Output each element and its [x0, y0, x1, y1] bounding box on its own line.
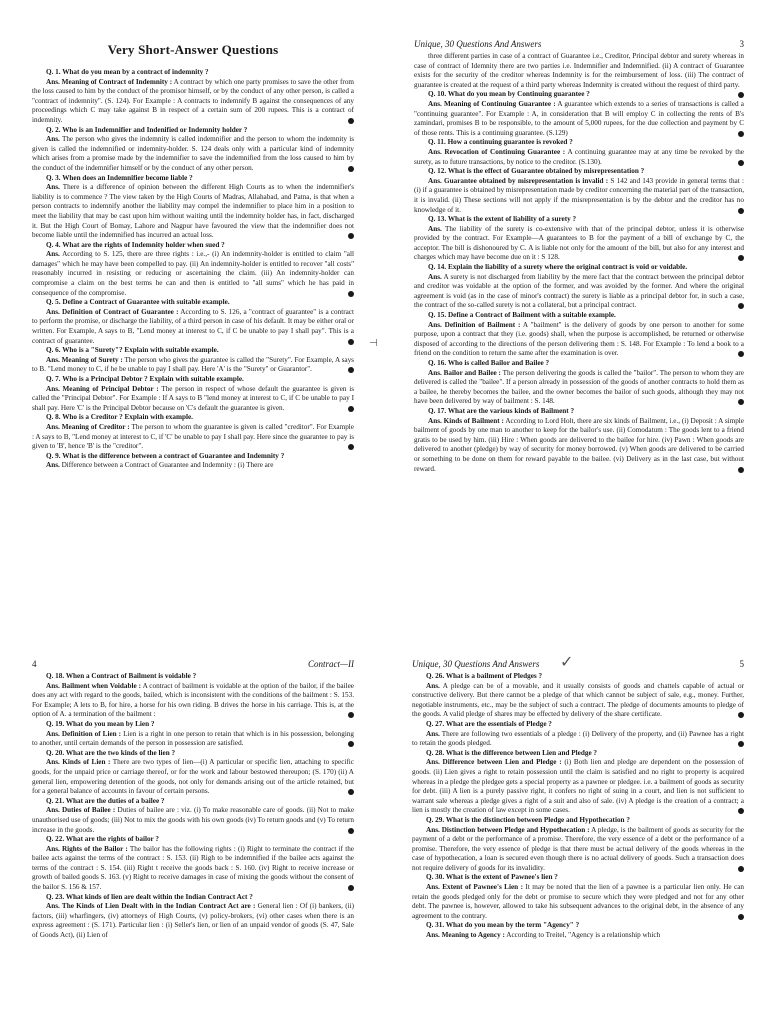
answer [414, 417, 744, 475]
qa-item [32, 346, 354, 375]
qa-item [32, 298, 354, 346]
running-header [412, 658, 744, 670]
answer-lead: Ans. [428, 272, 442, 281]
answer-lead: Ans. Bailor and Bailee : [428, 368, 501, 377]
header-title: Unique, 30 Questions And Answers [412, 659, 540, 669]
answer-text: The person in respect of whose default the guarantee is given is called the "Principal Debtor". For Example : If A says to B "lend money at interest to C, if C be unable to pay I shall pay. Here 'C' is the Principal Debtor because on 'C's default the guarantee is given. [32, 384, 354, 412]
end-bullet-icon [348, 741, 354, 747]
answer-lead: Ans. Definition of Lien : [46, 729, 122, 738]
question: Q. 28. What is the difference between Lien and Pledge ? [426, 748, 598, 757]
answer-text: The person who gives the guarantee is called the "Surety". For Example, A says to B. "Lend money to C, if he be unable to pay I shall pay. Here 'A' is the "Surety" or Guarantor". [32, 355, 354, 374]
answer [32, 250, 354, 298]
answer [412, 883, 744, 921]
end-bullet-icon [738, 741, 744, 747]
qa-item [414, 215, 744, 263]
end-bullet-icon [348, 885, 354, 891]
end-bullet-icon [738, 131, 744, 137]
qa-list [32, 68, 354, 471]
answer-lead: Ans. Meaning of Principal Debtor : [46, 384, 159, 393]
answer [412, 730, 744, 749]
answer-text: The person to whom the guarantee is given is called "creditor". For Example : A says to B, "Lend money at interest to C, if 'C' be unable to pay I shall pay. Here since the guarantee to pay is given to 'B', hence 'B' is the "creditor". [32, 422, 354, 451]
question: Q. 16. Who is called Bailor and Bailee ? [428, 359, 550, 367]
answer-text: A guarantee which extends to a series of transactions is called a "continuing guarantee". For Example : A, in consideration that B will employ C in collecting the rents of B's zamindari, promises B to be responsible, to the amount of 5,000 rupees, for the due collection and payment by C of those rents. This is a continuing guarantee. (S.129) [414, 99, 744, 137]
answer [32, 308, 354, 346]
end-bullet-icon [738, 914, 744, 920]
header-title: Unique, 30 Questions And Answers [414, 39, 542, 49]
end-bullet-icon [738, 351, 744, 357]
end-bullet-icon [348, 444, 354, 450]
answer-text: According to Treitel, "Agency is a relationship which [506, 931, 661, 940]
answer-lead: Ans. Meaning of Surety : [46, 355, 123, 364]
question: Q. 5. Define a Contract of Guarantee with suitable example. [46, 298, 230, 307]
end-bullet-icon [348, 367, 354, 373]
qa-item [32, 241, 354, 299]
question: Q. 6. Who is a "Surety"? Explain with suitable example. [46, 346, 219, 355]
question: Q. 9. What is the difference between a contract of Guarantee and Indemnity ? [46, 451, 285, 460]
end-bullet-icon [738, 208, 744, 214]
answer [412, 758, 744, 816]
handwritten-check-icon: ✓ [560, 652, 574, 671]
page-5 [412, 658, 744, 1018]
qa-item [32, 893, 354, 941]
qa-item [414, 359, 744, 407]
question: Q. 18. When a Contract of Bailment is voidable ? [46, 672, 197, 680]
qa-item [32, 797, 354, 835]
question: Q. 4. What are the rights of Indemnity holder when sued ? [46, 240, 225, 249]
answer-lead: Ans. Meaning of Continuing Guarantee : [428, 99, 556, 108]
answer [414, 369, 744, 407]
answer-text: A pledge, is the bailment of goods as security for the payment of a debt or the performance of a promise. Therefore, the very essence of a debt or the performance of a promise. Therefore, the very essence of pledge is that there must be actual delivery of the goods whereas in the case of hypothecation, a loan is secured even though there is no actual delivery of goods. Such a transaction does not require delivery of goods for its invalidity. [412, 825, 744, 872]
answer-text: According to S. 125, there are three rights : i.e.,- (i) An indemnity-holder is entitled to claim "all damages" which he may have been compelled to pay. (ii) An indemnity-holder is entitled to recover "all costs" reasonably incurred in resisting or reducing or ascertaining the claim. (iii) An indemnity-holder can compromise a claim on the best terms he can and then is entitled to "all sums" which he has paid in consequence of the compromise. [32, 250, 354, 297]
answer [414, 177, 744, 215]
answer-text: A contract by which one party promises to save the other from the loss caused to him by the conduct of the promisor himself, or by the conduct of any other person, is called a "contract of indemnity". (S. 124). For Example : A contracts to indemnify B against the consequences of any proceedings which C may take against B in respect of a certain sum of 200 rupees. This is a contract of indemnity. [32, 77, 354, 124]
answer-lead: Ans. [428, 224, 442, 233]
end-bullet-icon [738, 712, 744, 718]
qa-item [414, 167, 744, 215]
page-2 [32, 38, 354, 606]
end-bullet-icon [738, 866, 744, 872]
answer-lead: Ans. [46, 183, 60, 192]
answer-text: Lien is a right in one person to retain that which is in his possession, belonging to another, until certain demands of the person in possession are satisfied. [32, 729, 354, 748]
qa-item [414, 407, 744, 474]
question: Q. 10. What do you mean by Continuing guarantee ? [428, 90, 590, 99]
qa-item [32, 720, 354, 749]
answer-text: It may be noted that the lien of a pawnee is a particular lien only. He can retain the goods pledged only for the debt or promise to secure which they were pledged and not for any other debt. The pawnee is, however, allowed to take his subsequent advances to the original debt, in the absence of any agreement to the contrary. [412, 883, 744, 920]
answer [414, 100, 744, 138]
answer [414, 148, 744, 167]
end-bullet-icon [348, 291, 354, 297]
answer-text: (i) Both lien and pledge are dependent on the possession of goods. (ii) Lien gives a right to retain possession until the claim is satisfied and no right to property is acquired whereas in a pledge the pledgee gets a special property as a pawnee or pledgee. i.e. a bailment of goods as security for debt. (iii) A lien is a purely passive right, it confers no right of suing in a court, and lien is not sufficient to warrant sale whereas a pledge gives a right of a suit and also of sale. (iv) A pledge is the creation of a contract; a lien is mostly the creation of law except in some cases. [412, 758, 744, 815]
qa-item [412, 921, 744, 940]
answer-text: There are two types of lien—(i) A particular or specific lien, attaching to specific goods, for the unpaid price or carriage thereof, or for the work and labour bestowed thereupon; (S. 170) (ii) A general lien, empowering detention of the goods, not only for demands arising out of the article retained, but for a general balance of accounts in favour of certain persons. [32, 758, 354, 796]
qa-item [412, 720, 744, 749]
answer-lead: Ans. Definition of Contract of Guarantee : [46, 307, 179, 316]
question: Q. 12. What is the effect of Guarantee obtained by misrepresentation ? [428, 167, 645, 176]
question: Q. 11. How a continuing guarantee is revoked ? [428, 138, 573, 147]
answer-lead: Ans. Meaning to Agency : [426, 931, 505, 940]
qa-item [32, 174, 354, 241]
answer-lead: Ans. Revocation of Continuing Guarantee : [428, 147, 566, 156]
page-number: 3 [739, 39, 744, 49]
answer [32, 730, 354, 749]
qa-list [414, 52, 744, 474]
question: Q. 13. What is the extent of liability of a surety ? [428, 215, 577, 224]
answer-lead: Ans. [46, 250, 60, 259]
question: Q. 1. What do you mean by a contract of indemnity ? [46, 68, 209, 76]
answer [414, 273, 744, 311]
chapter-title: Very Short-Answer Questions [107, 42, 279, 57]
qa-item [32, 672, 354, 720]
end-bullet-icon [738, 808, 744, 814]
end-bullet-icon [348, 233, 354, 239]
end-bullet-icon [348, 828, 354, 834]
qa-item [412, 749, 744, 816]
question: Q. 30. What is the extent of Pawnee's lien ? [426, 873, 558, 882]
answer [32, 758, 354, 796]
answer-lead: Ans. Duties of Bailee : [46, 806, 116, 815]
answer-lead: Ans. Distinction between Pledge and Hypothecation : [426, 825, 590, 834]
qa-item [414, 138, 744, 167]
question: Q. 20. What are the two kinds of the lien ? [46, 748, 176, 757]
answer-lead: Ans. [46, 461, 60, 470]
qa-item [32, 375, 354, 413]
end-bullet-icon [738, 303, 744, 309]
answer [32, 78, 354, 126]
answer [32, 806, 354, 835]
qa-item [414, 52, 744, 90]
answer-text: A "bailment" is the delivery of goods by one person to another for some purpose, upon a contract that they (i.e. goods) shall, when the purpose is accomplished, be returned or otherwise disposed of according to the directions of the person delivering them : S. 148. For Example : To lend a book to a friend on the condition to return the same after the examination is over. [414, 320, 744, 358]
answer [32, 902, 354, 940]
qa-item [414, 311, 744, 359]
answer-lead: Ans. [426, 681, 440, 690]
end-bullet-icon [348, 712, 354, 718]
answer-text: There is a difference of opinion between the different High Courts as to when the indemnifier's liability is to commence ? The view taken by the High Courts of Madras, Allahabad, and Patna, is that when a person contracts to indemnify another the liability may compel the indemnifier to place him in a position to meet the liability that may be cast upon him without waiting until the indemnity holder has, in fact, discharged it. But the High Court of Bomay, Lahore and Nagpur have favoured the view that the indemnifier does not become liable until the indemnified has incurred an actual loss. [32, 183, 354, 240]
answer-text: three different parties in case of a contract of Guarantee i.e., Creditor, Principal debtor and surety whereas in case of contract of Idemnity there are two parties i.e. Indemnifier and Indemnified. (ii) A contract of Guarantee exists for the security of the creditor whereas Indemnity is for the reimbursement of loss. (iii) The contract of guarantee is created at the request of a third party whereas Indemnity is created without the request of third party. [414, 52, 744, 89]
answer-text: General lien : Of (i) bankers, (ii) factors, (iii) wharfingers, (iv) attorneys of High Courts, (v) policy-brokers, (vi) other cases when there is an express agreement : (S. 171). Particular lien : (i) Seller's lien, or lien of an unpaid vendor of goods (S. 47, Sale of Goods Act), (ii) Lien of [32, 902, 354, 940]
question: Q. 8. Who is a Creditor ? Explain with example. [46, 413, 193, 422]
question: Q. 21. What are the duties of a bailee ? [46, 796, 165, 805]
question: Q. 2. Who is an Indemnifier and Indenified or Indemnity holder ? [46, 125, 248, 134]
end-bullet-icon [348, 339, 354, 345]
answer-text: The bailor has the following rights : (i) Right to terminate the contract if the bailee acts against the terms of the contract : S. 153. (ii) Righ to be indemnified if the bailee acts against the terms of the contract : S. 154. (iii) Right t receive the goods back : S. 160. (iv) Right to receive increase or growth of bailed goods S. 163. (v) Right to receive damages in case of mixing the goods without the consent of the bailor S. 156 & 157. [32, 844, 354, 892]
answer-lead: Ans. Meaning of Creditor : [46, 422, 130, 431]
qa-item [412, 873, 744, 921]
end-bullet-icon [738, 399, 744, 405]
answer [32, 682, 354, 720]
answer-lead: Ans. Rights of the Bailor : [46, 844, 128, 853]
question: Q. 27. What are the essentials of Pledge ? [426, 719, 552, 728]
answer [412, 931, 744, 941]
question: Q. 7. Who is a Principal Debtor ? Explain with suitable example. [46, 375, 244, 383]
qa-item [414, 263, 744, 311]
header-title: Contract—II [308, 659, 354, 669]
answer [414, 52, 744, 90]
answer-lead: Ans. Extent of Pawnee's Lien : [426, 883, 523, 892]
answer-text: There are following two essentials of a pledge : (i) Delivery of the property, and (ii) Pawnee has a right to retain the goods pledged. [412, 729, 744, 748]
question: Q. 19. What do you mean by Lien ? [46, 719, 155, 728]
answer-lead: Ans. The Kinds of Lien Dealt with in the Indian Contract Act are : [46, 902, 256, 911]
answer-text: The liability of the surety is co-extensive with that of the principal debtor, unless it is otherwise provided by the contract. For Example—A guarantees to B for the payment of a bill of exchange by C, the acceptor. The bill is dishonoured by C. A is liable not only for the amount of the bill, but also for any interest and charges which may have become due on it : S 128. [414, 224, 744, 262]
answer-text: The person delivering the goods is called the "bailor". The person to whom they are delivered is called the "bailee". If a person already in possession of the goods of another contracts to hold them as a bailee, he thereby becomes the bailee, and the owner becomes the bailor of such goods, although they may not have been delivered by way of bailment : S. 148. [414, 368, 744, 406]
question: Q. 31. What do you mean by the term "Agency" ? [426, 921, 580, 930]
margin-bracket-icon: ⊣ [369, 338, 378, 349]
end-bullet-icon [348, 406, 354, 412]
answer [32, 183, 354, 241]
end-bullet-icon [348, 166, 354, 172]
answer-text: A continuing guarantee may at any time be revoked by the surety, as to future transactions, by notice to the creditor. (S.130). [414, 147, 744, 166]
answer [32, 385, 354, 414]
page-4 [32, 658, 354, 1018]
answer [412, 682, 744, 720]
qa-item [32, 835, 354, 893]
running-header [414, 38, 744, 50]
page-number: 5 [739, 659, 744, 669]
question: Q. 3. When does an Indemnifier become liable ? [46, 173, 193, 182]
answer-lead: Ans. [426, 729, 440, 738]
answer-lead: Ans. [46, 135, 60, 144]
answer-lead: Ans. Kinds of Lien : [46, 758, 111, 767]
answer-lead: Ans. Bailment when Voidable : [46, 681, 142, 690]
qa-item [412, 816, 744, 874]
qa-item [32, 452, 354, 471]
answer-lead: Ans. Guarantee obtained by misrepresentation is invalid : [428, 176, 609, 185]
qa-item [32, 749, 354, 797]
end-bullet-icon [738, 255, 744, 261]
answer-text: According to Lord Holt, there are six kinds of Bailment, i.e., (i) Deposit : A simple bailment of goods by one man to another to keep for the bailor's use. (ii) Comodatum : The goods lent to a friend gratis to be used by him. (iii) Hire : When goods are delivered to the bailee for hire. (iv) Pawn : When goods are delivered to another (pledge) by way of security for money borrowed. (v) When goods are delivered to be carried or something to be done on them for reward payable to the bailee. (vi) Delivery as in the last case, but without reward. [414, 416, 744, 473]
question: Q. 23. What kinds of lien are dealt within the Indian Contract Act ? [46, 892, 253, 901]
qa-item [32, 413, 354, 451]
end-bullet-icon [738, 160, 744, 166]
question: Q. 15. Define a Contract of Bailment with a suitable example. [428, 311, 616, 320]
answer [32, 135, 354, 173]
answer-text: According to S. 126, a "contract of guarantee" is a contract to perform the promise, or discharge the liability, of a third person in case of his default. It may be either oral or written. For Example, A says to B, "Lend money at interest to C, if C be unable to pay I shall pay". This is a contract of guarantee. [32, 307, 354, 345]
question: Q. 26. What is a bailment of Pledges ? [426, 672, 543, 680]
answer-text: Difference between a Contract of Guarantee and Indemnity : (i) There are [61, 461, 274, 470]
page-number: 4 [32, 659, 37, 669]
answer [414, 321, 744, 359]
end-bullet-icon [348, 789, 354, 795]
answer-text: Duties of bailee are : viz. (i) To make reasonable care of goods. (ii) Not to make unauthorised use of goods; (iii) Not to mix the goods with his own goods (iv) To return goods and (v) To return increase in the goods. [32, 806, 354, 834]
qa-item [414, 90, 744, 138]
answer [412, 826, 744, 874]
answer [32, 356, 354, 375]
qa-item [412, 672, 744, 720]
answer-text: A surety is not discharged from liability by the mere fact that the contract between the principal debtor and creditor was voidable at the option of the former, and was avoided by the former. And where the original agreement is void (as in the case of minor's contract) the surety is liable as a principal debtor for, in such a case, the contract of the so-called surety is not a collateral, but a principal contract. [414, 272, 744, 310]
answer [32, 845, 354, 893]
question: Q. 17. What are the various kinds of Bailment ? [428, 406, 575, 415]
answer-lead: Ans. Definition of Bailment : [428, 320, 521, 329]
qa-item [32, 126, 354, 174]
question: Q. 29. What is the distinction between Pledge and Hypothecation ? [426, 815, 630, 824]
answer-lead: Ans. Kinds of Bailment : [428, 416, 504, 425]
answer-text: S 142 and 143 provide in general terms that : (i) if a guarantee is obtained by misrepresentation made by creditor concerning the material part of the transaction, it is invalid. (ii) These sections will not apply if the misrepresentation is by the debtor and the creditor has no knowledge of it. [414, 176, 744, 214]
answer-lead: Ans. Difference between Lien and Pledge : [426, 758, 562, 767]
answer [414, 225, 744, 263]
question: Q. 22. What are the rights of bailor ? [46, 835, 160, 844]
question: Q. 14. Explain the liability of a surety where the original contract is void or voidable. [428, 263, 688, 272]
answer-text: A contract of bailment is voidable at the option of the bailor, if the bailee does any act with regard to the goods, bailed, which is inconsistent with the conditions of the bailment : S. 153. For Example; A lets to B, for hire, a horse for his own riding. B drives the horse in his carriage. This is, at the option of A. a termination of the bailment : [32, 681, 354, 719]
running-header [32, 658, 354, 670]
answer-text: The person who gives the indemnity is called indemnifier and the person to whom the indemnity is given is called the indemnified or indemnity-holder. S. 124 deals only with a particular kind of indemnity which arises from a promise made by the indemnifier to save the indemnified from the loss caused to him by the conduct of the indemnifier himself or by the conduct of any other person. [32, 135, 354, 172]
answer [32, 423, 354, 452]
qa-list [32, 672, 354, 941]
qa-item [32, 68, 354, 126]
answer [32, 461, 354, 471]
page-3 [414, 38, 744, 606]
answer-lead: Ans. Meaning of Contract of Indemnity : [46, 77, 173, 86]
end-bullet-icon [348, 118, 354, 124]
answer-text: A pledge can be of a movable, and it usually consists of goods and chattels capable of actual or constructive delivery. But there cannot be a pledge of that which cannot be subject of sale, e.g., money. Further, negotiable instruments, etc., may be the subject of such a contract. The pledge of documents amounts to pledge of the goods. A valid pledge of shares may be effected by delivery of the share certificate. [412, 681, 744, 719]
end-bullet-icon [738, 467, 744, 473]
qa-list [412, 672, 744, 941]
